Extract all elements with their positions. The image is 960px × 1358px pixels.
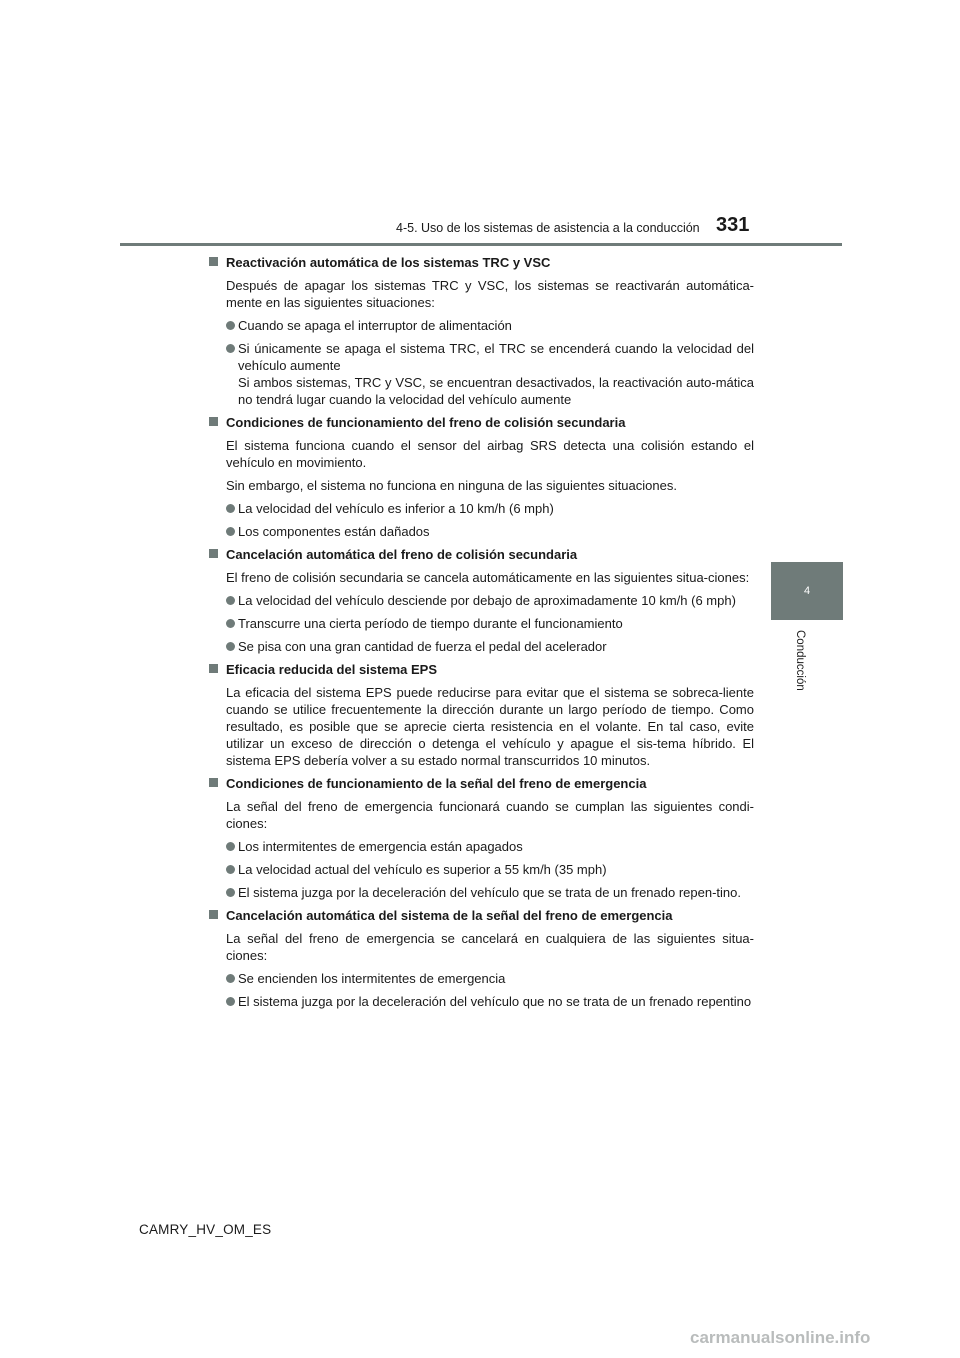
list-item-text <box>238 523 754 540</box>
body-paragraph: La señal del freno de emergencia se cancelará en cualquiera de las siguientes situa-ciones: <box>226 931 754 963</box>
square-bullet-icon <box>209 257 218 266</box>
list-item <box>209 523 754 540</box>
body-paragraph: El freno de colisión secundaria se cancela automáticamente en las siguientes situa-ciones: <box>226 570 750 585</box>
list-item <box>209 884 754 901</box>
section-heading <box>209 907 754 924</box>
square-bullet-icon <box>209 549 218 558</box>
list-item-text <box>238 970 754 987</box>
list-item-text <box>238 615 754 632</box>
list-item-text <box>238 861 754 878</box>
square-bullet-icon <box>209 664 218 673</box>
section-heading-text: Condiciones de funcionamiento del freno de colisión secundaria <box>226 415 626 430</box>
round-bullet-icon <box>226 321 235 330</box>
list-item <box>209 592 754 609</box>
list-item-line: Cuando se apaga el interruptor de alimentación <box>238 318 512 333</box>
section-heading <box>209 661 754 678</box>
round-bullet-icon <box>226 344 235 353</box>
round-bullet-icon <box>226 642 235 651</box>
list-item-line: El sistema juzga por la deceleración del vehículo que se trata de un frenado repen-tino. <box>238 885 741 900</box>
list-item-line: Los componentes están dañados <box>238 524 430 539</box>
body-paragraph: Después de apagar los sistemas TRC y VSC, los sistemas se reactivarán automática-mente en las siguientes situaciones: <box>226 278 754 310</box>
round-bullet-icon <box>226 842 235 851</box>
round-bullet-icon <box>226 888 235 897</box>
body-paragraph: La eficacia del sistema EPS puede reducirse para evitar que el sistema se sobreca-liente cuando se utilice frecuentemente la dirección durante un largo período de tiempo. Como resultado, es posible que se aprecie cierta resistencia en el volante. En tal caso, evite utilizar un exceso de dirección o detenga el vehículo y apague el sis-tema híbrido. El sistema EPS debería volver a su estado normal transcurridos 10 minutos. <box>226 685 754 768</box>
chapter-label: Conducción <box>794 630 806 691</box>
list-item <box>209 970 754 987</box>
list-item <box>209 993 754 1010</box>
list-item-text <box>238 592 754 609</box>
list-item-text <box>238 993 754 1010</box>
list-item <box>209 500 754 517</box>
list-item-line: El sistema juzga por la deceleración del vehículo que no se trata de un frenado repentino <box>238 994 752 1009</box>
body-paragraph: El sistema funciona cuando el sensor del airbag SRS detecta una colisión estando el vehículo en movimiento. <box>226 438 754 470</box>
list-item-text <box>238 638 754 655</box>
round-bullet-icon <box>226 974 235 983</box>
page-number: 331 <box>716 214 750 236</box>
section-title: 4-5. Uso de los sistemas de asistencia a la conducción <box>396 221 700 235</box>
list-item-text <box>238 317 754 334</box>
main-content <box>209 254 754 1016</box>
section-heading-text: Cancelación automática del freno de colisión secundaria <box>226 547 578 562</box>
section-heading-text: Reactivación automática de los sistemas TRC y VSC <box>226 255 551 270</box>
section-heading-text: Eficacia reducida del sistema EPS <box>226 662 437 677</box>
list-item-line: Transcurre una cierta período de tiempo durante el funcionamiento <box>238 616 623 631</box>
list-item <box>209 317 754 334</box>
body-paragraph: Sin embargo, el sistema no funciona en ninguna de las siguientes situaciones. <box>226 478 677 493</box>
square-bullet-icon <box>209 417 218 426</box>
list-item-text <box>238 500 754 517</box>
chapter-number: 4 <box>803 585 811 597</box>
square-bullet-icon <box>209 778 218 787</box>
round-bullet-icon <box>226 619 235 628</box>
list-item-line: La velocidad del vehículo es inferior a 10 km/h (6 mph) <box>238 501 554 516</box>
section-heading-text: Cancelación automática del sistema de la señal del freno de emergencia <box>226 908 673 923</box>
list-item-line: La velocidad del vehículo desciende por debajo de aproximadamente 10 km/h (6 mph) <box>238 593 736 608</box>
list-item-text <box>238 884 754 901</box>
round-bullet-icon <box>226 504 235 513</box>
section-heading <box>209 546 754 563</box>
list-item-line: Se encienden los intermitentes de emergencia <box>238 971 506 986</box>
list-item <box>209 340 754 408</box>
list-item-line: Si ambos sistemas, TRC y VSC, se encuentran desactivados, la reactivación auto-mática no tendrá lugar cuando la velocidad del vehículo aumente <box>238 375 754 407</box>
list-item-line: Se pisa con una gran cantidad de fuerza el pedal del acelerador <box>238 639 607 654</box>
list-item-line: Si únicamente se apaga el sistema TRC, el TRC se encenderá cuando la velocidad del vehículo aumente <box>238 341 754 373</box>
round-bullet-icon <box>226 596 235 605</box>
list-item <box>209 838 754 855</box>
list-item-line: La velocidad actual del vehículo es superior a 55 km/h (35 mph) <box>238 862 607 877</box>
list-item-text <box>238 838 754 855</box>
body-paragraph: La señal del freno de emergencia funcionará cuando se cumplan las siguientes condi-ciones: <box>226 799 754 831</box>
chapter-tab[interactable] <box>771 562 843 620</box>
section-heading <box>209 254 754 271</box>
list-item <box>209 861 754 878</box>
list-item-line: Los intermitentes de emergencia están apagados <box>238 839 523 854</box>
round-bullet-icon <box>226 865 235 874</box>
document-code: CAMRY_HV_OM_ES <box>139 1222 272 1237</box>
section-heading <box>209 414 754 431</box>
list-item-text <box>238 340 754 408</box>
list-item <box>209 638 754 655</box>
section-heading-text: Condiciones de funcionamiento de la señal del freno de emergencia <box>226 776 647 791</box>
section-heading <box>209 775 754 792</box>
round-bullet-icon <box>226 527 235 536</box>
round-bullet-icon <box>226 997 235 1006</box>
watermark[interactable]: carmanualsonline.info <box>690 1328 871 1347</box>
square-bullet-icon <box>209 910 218 919</box>
header-divider <box>120 243 842 246</box>
list-item <box>209 615 754 632</box>
